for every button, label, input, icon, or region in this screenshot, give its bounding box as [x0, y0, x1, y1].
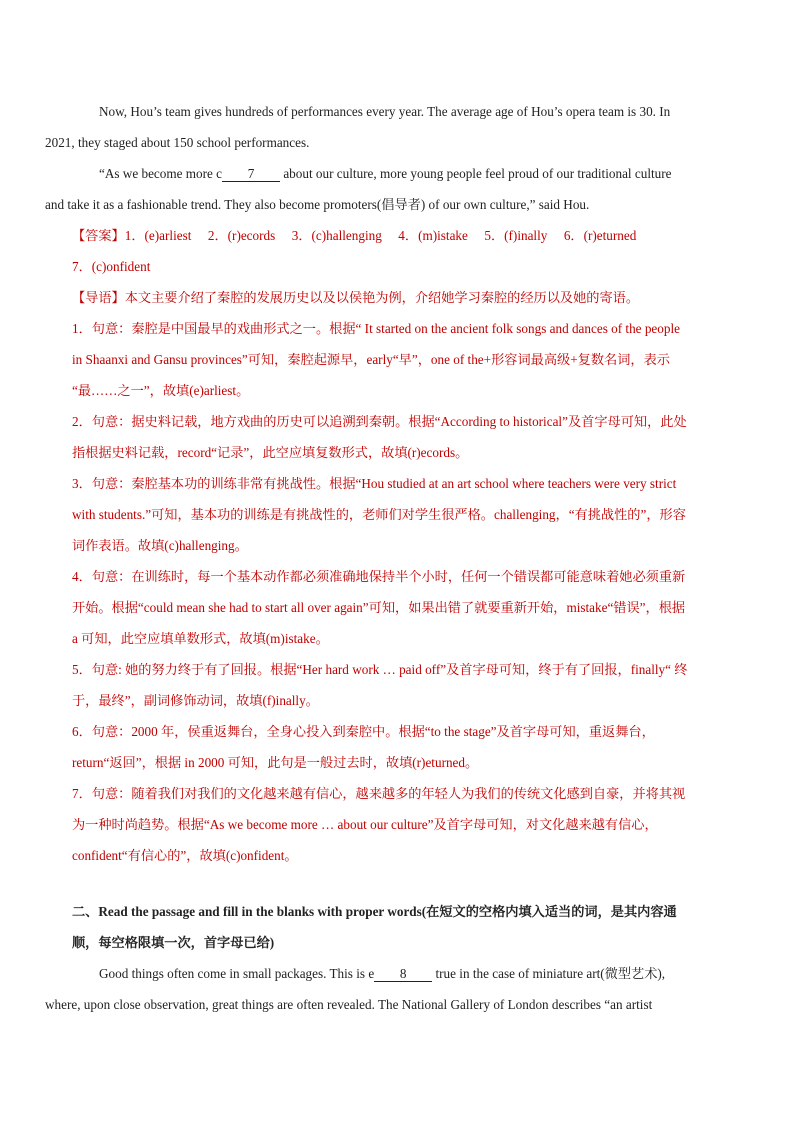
passage1-line: 2021, they staged about 150 school performances.	[45, 135, 310, 150]
explanation-line: 6．句意：2000 年，侯重返舞台，全身心投入到秦腔中。根据“to the stage”及首字母可知，重返舞台，	[72, 724, 655, 739]
answer-block	[72, 220, 724, 282]
explanation-line: 词作表语。故填(c)hallenging。	[72, 538, 248, 553]
passage1-paragraph2	[45, 158, 724, 220]
explanation-line: a 可知，此空应填单数形式，故填(m)istake。	[72, 631, 329, 646]
passage2-line: where, upon close observation, great things are often revealed. The National Gallery of London describes “an artist	[45, 997, 653, 1012]
explanation-line: with students.”可知，基本功的训练是有挑战性的，老师们对学生很严格。challenging，“有挑战性的”，形容	[72, 507, 686, 522]
blank-8: 8	[374, 967, 432, 982]
section2-heading-line: 顺，每空格限填一次，首字母已给)	[72, 935, 275, 950]
document-content	[45, 96, 724, 1020]
explanation-4	[72, 561, 724, 654]
blank-7: 7	[222, 167, 280, 182]
guide-tag: 【导语】	[72, 290, 125, 305]
explanation-2	[72, 406, 724, 468]
explanation-line: 4．句意：在训练时，每一个基本动作都必须准确地保持半个小时，任何一个错误都可能意味着她必须重新	[72, 569, 686, 584]
passage1-line: Now, Hou’s team gives hundreds of performances every year. The average age of Hou’s opera team is 30. In	[99, 104, 671, 119]
explanation-line: 开始。根据“could mean she had to start all over again”可知，如果出错了就要重新开始，mistake“错误”，根据	[72, 600, 686, 615]
passage1-text: “As we become more c	[99, 166, 223, 181]
explanation-line: 5．句意: 她的努力终于有了回报。根据“Her hard work … paid off”及首字母可知，终于有了回报，finally“ 终	[72, 662, 688, 677]
explanation-1	[72, 313, 724, 406]
explanation-7	[72, 778, 724, 871]
guide-block	[72, 282, 724, 313]
explanation-line: confident“有信心的”，故填(c)onfident。	[72, 848, 298, 863]
passage1-paragraph1	[45, 96, 724, 158]
explanation-line: 7．句意：随着我们对我们的文化越来越有信心，越来越多的年轻人为我们的传统文化感到自豪，并将其视	[72, 786, 686, 801]
explanation-line: 于，最终”，副词修饰动词，故填(f)inally。	[72, 693, 319, 708]
explanation-5	[72, 654, 724, 716]
answer-line: 1．(e)arliest 2．(r)ecords 3．(c)hallenging 4．(m)istake 5．(f)inally 6．(r)eturned	[124, 228, 637, 243]
explanation-line: return“返回”，根据 in 2000 可知，此句是一般过去时，故填(r)eturned。	[72, 755, 479, 770]
answer-line: 7．(c)onfident	[72, 259, 151, 274]
explanation-line: “最……之一”，故填(e)arliest。	[72, 383, 250, 398]
explanation-line: in Shaanxi and Gansu provinces”可知，秦腔起源早，early“早”，one of the+形容词最高级+复数名词，表示	[72, 352, 670, 367]
explanation-line: 2．句意：据史料记载，地方戏曲的历史可以追溯到秦朝。根据“According to historical”及首字母可知，此处	[72, 414, 687, 429]
section-spacer	[72, 871, 724, 896]
section2-heading	[72, 896, 724, 958]
passage1-text: about our culture, more young people feel proud of our traditional culture	[280, 166, 672, 181]
explanation-line: 1．句意：秦腔是中国最早的戏曲形式之一。根据“ It started on the ancient folk songs and dances of the people	[72, 321, 680, 336]
explanation-6	[72, 716, 724, 778]
passage2-text: true in the case of miniature art(微型艺术),	[432, 966, 666, 981]
passage2-text: Good things often come in small packages. This is e	[99, 966, 375, 981]
guide-text: 本文主要介绍了秦腔的发展历史以及以侯艳为例，介绍她学习秦腔的经历以及她的寄语。	[124, 290, 640, 305]
explanation-line: 为一种时尚趋势。根据“As we become more … about our culture”及首字母可知，对文化越来越有信心，	[72, 817, 658, 832]
section2-heading-line: 二、Read the passage and fill in the blanks with proper words(在短文的空格内填入适当的词，是其内容通	[72, 904, 677, 919]
explanation-line: 3．句意：秦腔基本功的训练非常有挑战性。根据“Hou studied at an art school where teachers were very strict	[72, 476, 677, 491]
passage1-line: and take it as a fashionable trend. They also become promoters(倡导者) of our own culture,” said Hou.	[45, 197, 590, 212]
explanation-line: 指根据史料记载，record“记录”，此空应填复数形式，故填(r)ecords。	[72, 445, 469, 460]
answer-tag: 【答案】	[72, 228, 125, 243]
passage2-paragraph	[45, 958, 724, 1020]
explanation-3	[72, 468, 724, 561]
